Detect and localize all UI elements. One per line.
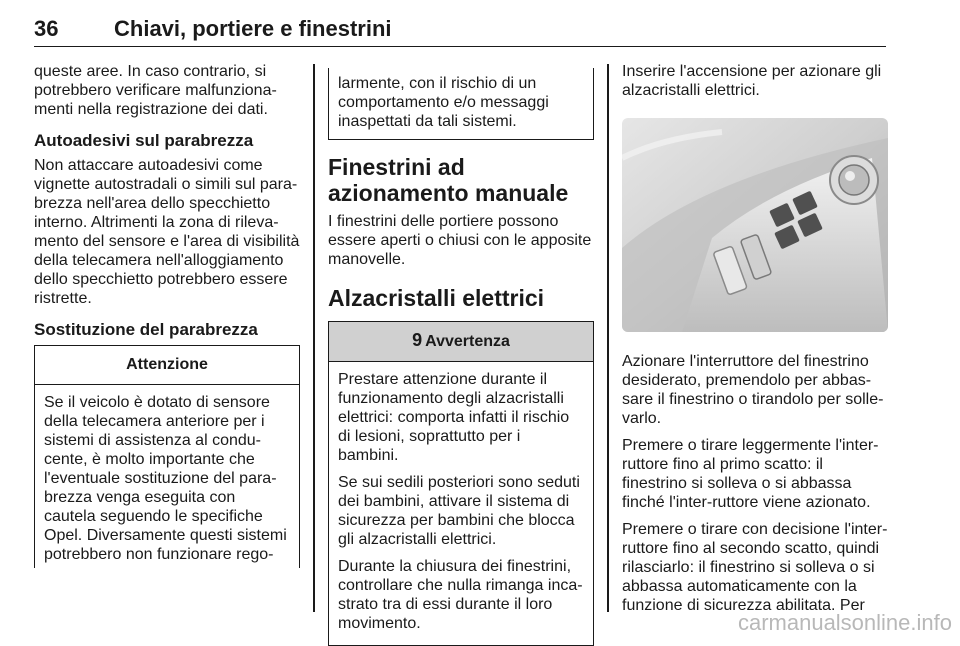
ignition-paragraph: Inserire l'accensione per azionare gli alzacristalli elettrici. <box>622 63 882 99</box>
caution-text: Se il veicolo è dotato di sensore della telecamera anteriore per i sistemi di assistenza al condu-cente, è molto importante che l'eventuale sostituzione del para-brezza venga eseguita con cautela seguendo le specifiche Opel. Diversamente questi sistemi potrebbero non funzionare rego- <box>44 394 287 563</box>
warning-paragraph-1: Prestare attenzione durante il funzionamento degli alzacristalli elettrici: comporta infatti il rischio di lesioni, soprattutto per i bambini. <box>338 371 570 464</box>
caution-continued-text: larmente, con il rischio di un comportamento e/o messaggi inaspettati da tali sistemi. <box>338 75 549 130</box>
section-heading-electric-windows: Alzacristalli elettrici <box>328 285 545 311</box>
switch-operation-paragraph: Azionare l'interruttore del finestrino desiderato, premendolo per abbas-sare il finestrino o tirandolo per solle-varlo. <box>622 353 884 427</box>
caution-box <box>34 345 300 568</box>
section-heading-stickers: Autoadesivi sul parabrezza <box>34 131 254 150</box>
warning-paragraph-2: Se sui sedili posteriori sono seduti dei bambini, attivare il sistema di sicurezza per bambini che blocca gli alzacristalli elettrici. <box>338 474 580 548</box>
column-divider-right <box>607 64 609 612</box>
intro-paragraph: queste aree. In caso contrario, si potrebbero verificare malfunziona-menti nella registrazione dei dati. <box>34 63 277 118</box>
caution-title: Attenzione <box>35 346 299 385</box>
section-heading-manual-windows: Finestrini ad azionamento manuale <box>328 154 569 206</box>
warning-title: Avvertenza <box>425 333 510 350</box>
column-middle <box>328 64 594 646</box>
warning-header <box>329 322 593 362</box>
watermark: carmanualsonline.info <box>737 610 952 635</box>
caution-box-continued <box>328 68 594 140</box>
page-title: Chiavi, portiere e finestrini <box>114 16 392 41</box>
page-number: 36 <box>34 16 59 41</box>
second-detent-paragraph: Premere o tirare con decisione l'inter-ruttore fino al secondo scatto, quindi rilasciarlo: il finestrino si solleva o si abbassa automaticamente con la funzione di sicurezza abilitata. Per <box>622 521 888 614</box>
warning-triangle-icon: 9 <box>412 330 423 350</box>
column-left <box>34 62 300 568</box>
manual-windows-paragraph: I finestrini delle portiere possono essere aperti o chiusi con le apposite manovelle. <box>328 213 592 268</box>
stickers-paragraph: Non attaccare autoadesivi come vignette autostradali o simili sul para-brezza nell'area dello specchietto interno. Altrimenti la zona di rileva-mento del sensore e l'area di visibilità della telecamera nell'alloggiamento dello specchietto potrebbero essere ristrette. <box>34 157 300 307</box>
warning-paragraph-3: Durante la chiusura dei finestrini, controllare che nulla rimanga inca-strato tra di essi durante il loro movimento. <box>338 558 583 632</box>
page-header <box>34 14 886 47</box>
section-heading-windshield: Sostituzione del parabrezza <box>34 320 258 339</box>
column-right <box>622 62 888 623</box>
first-detent-paragraph: Premere o tirare leggermente l'inter-ruttore fino al primo scatto: il finestrino si solleva o si abbassa finché l'inter-ruttore viene azionato. <box>622 437 879 511</box>
column-divider-left <box>313 64 315 612</box>
window-switch-panel-image <box>622 118 888 332</box>
warning-body <box>329 362 593 645</box>
warning-box <box>328 321 594 646</box>
